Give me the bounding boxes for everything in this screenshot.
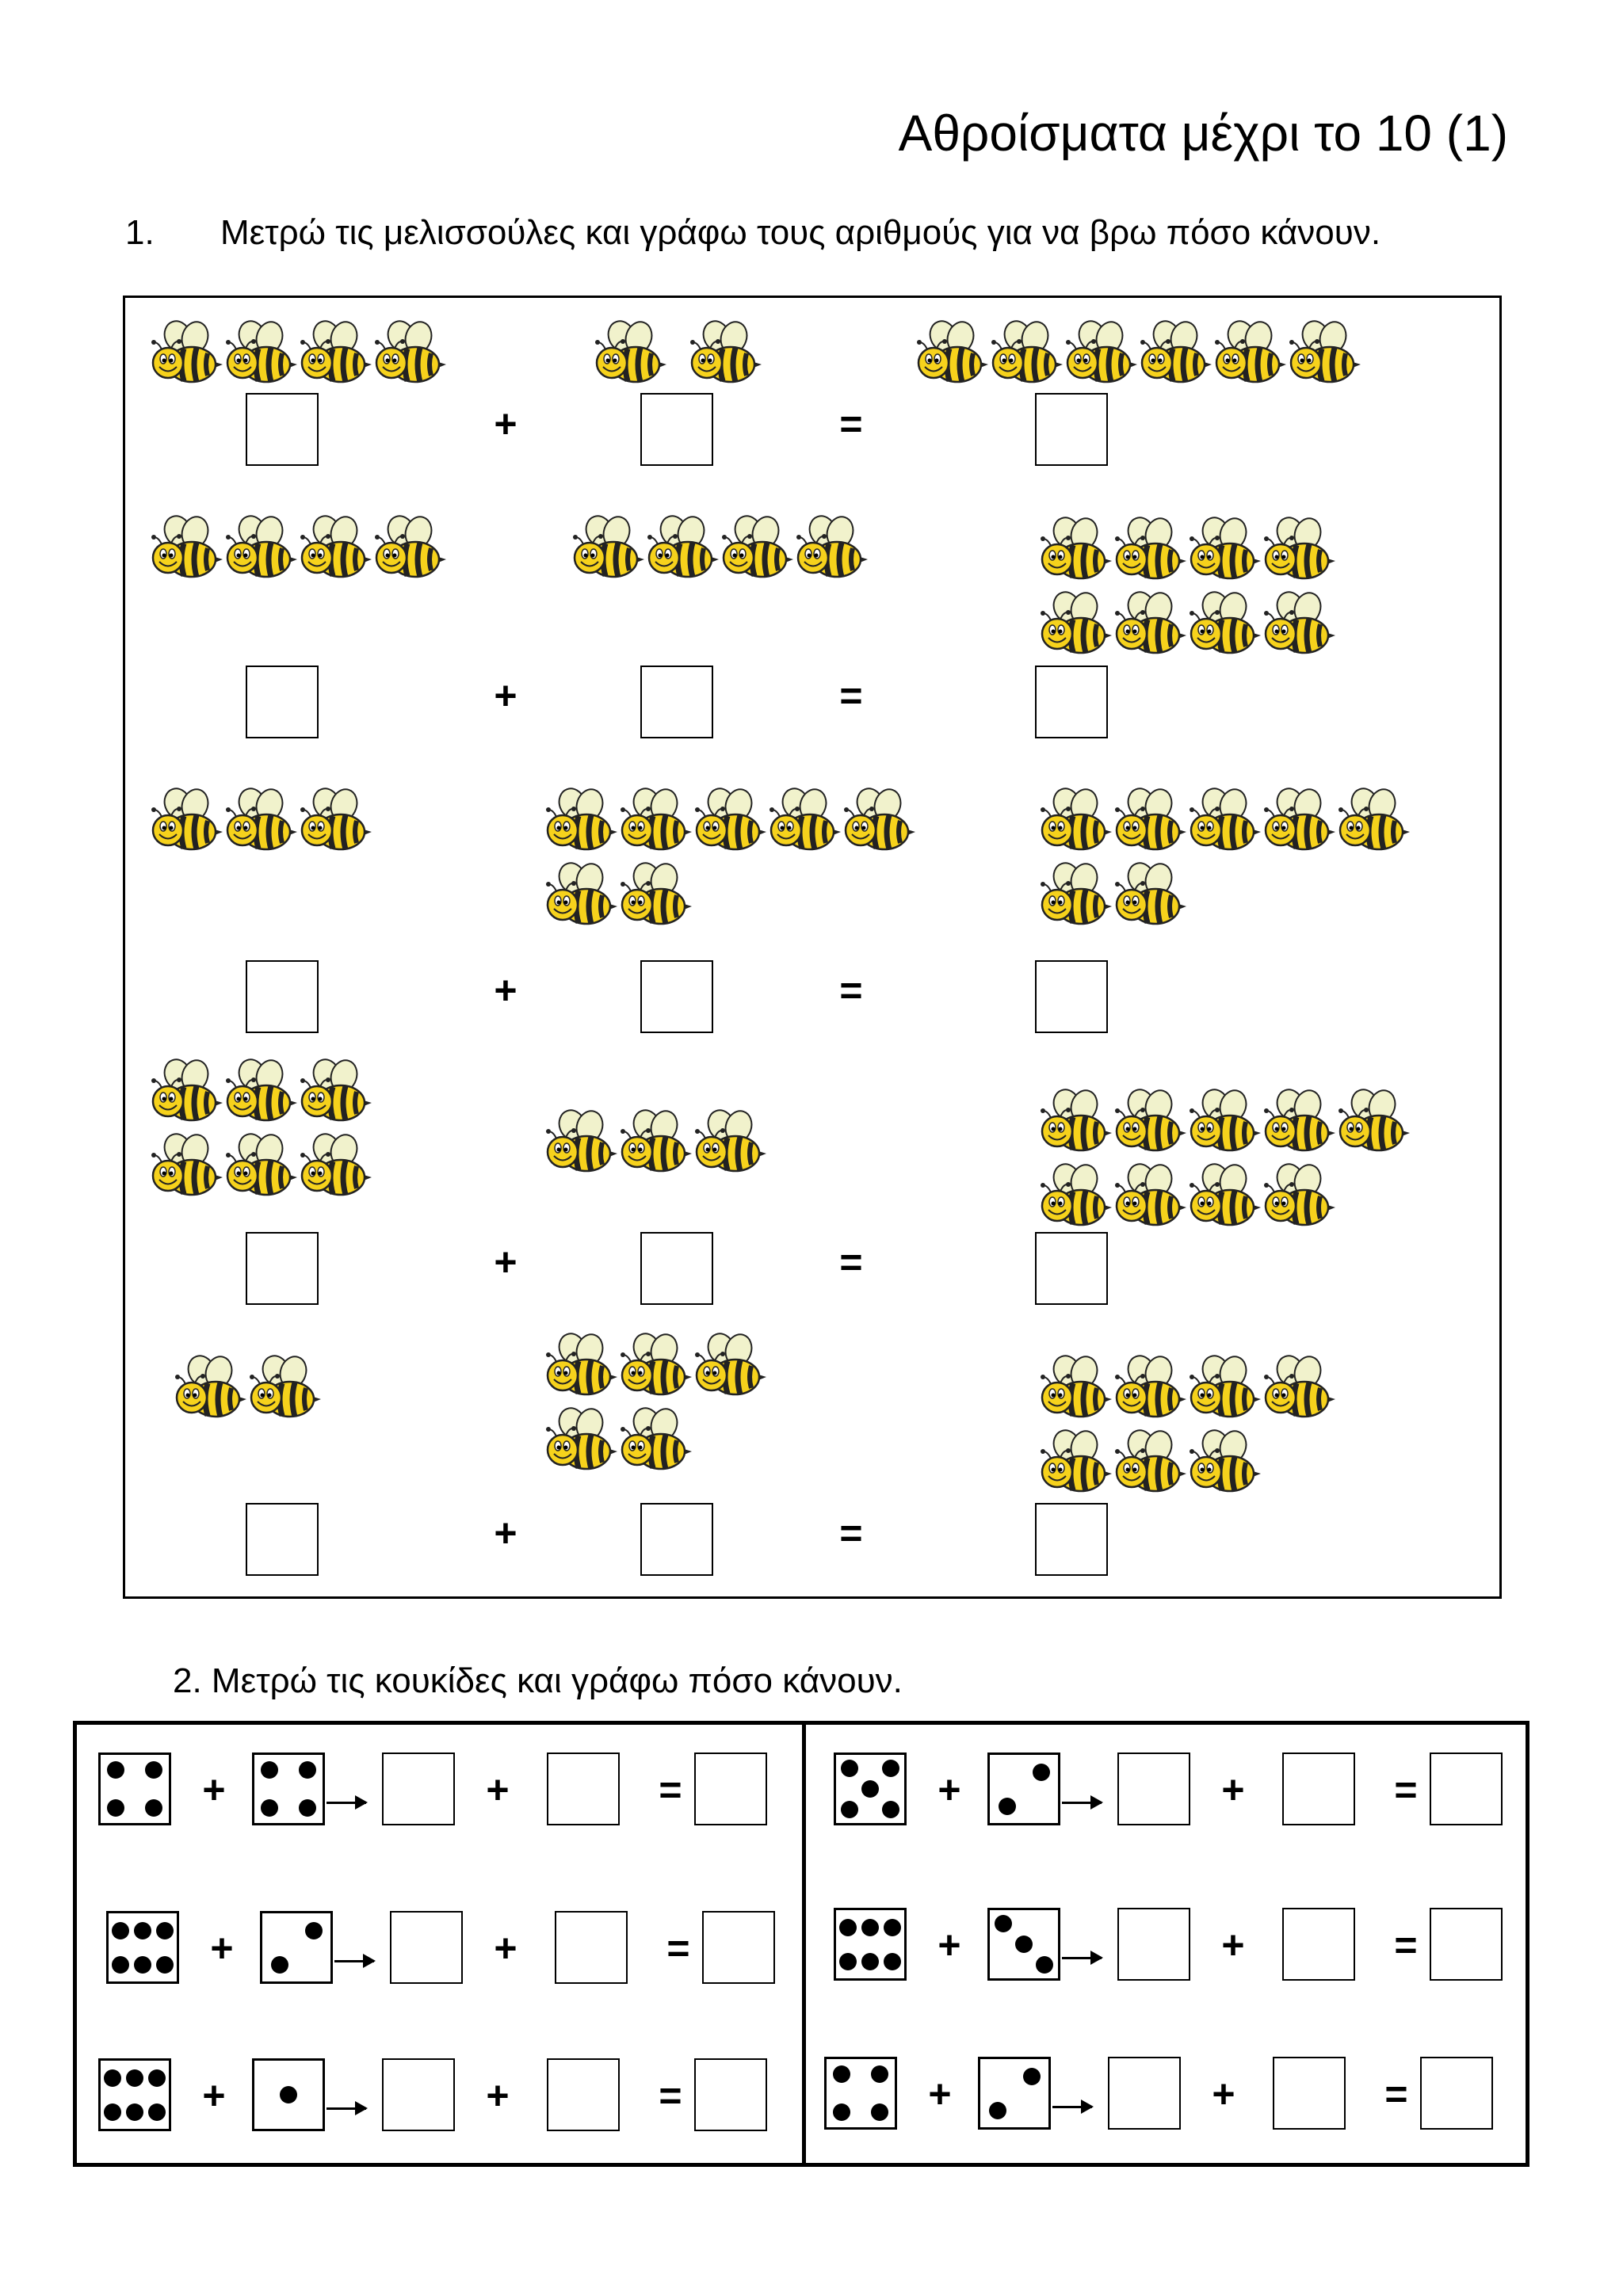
row-2-group-3-bee-8 bbox=[1260, 589, 1336, 661]
row-3-group-2-bee-5 bbox=[840, 786, 916, 857]
dice-item-4-answer-box-1[interactable] bbox=[1117, 1908, 1190, 1981]
row-1-plus-sign: + bbox=[494, 402, 517, 446]
dice-item-5-plus-1: + bbox=[202, 2073, 226, 2118]
bee-icon bbox=[1037, 1087, 1113, 1158]
row-2-group-1-bee-1 bbox=[147, 513, 223, 585]
dice-item-4-plus-2: + bbox=[1221, 1923, 1245, 1967]
row-2-group-2-bee-4 bbox=[792, 513, 869, 585]
row-2-group-3-bee-6 bbox=[1111, 589, 1187, 661]
row-3-group-3-bee-1 bbox=[1037, 786, 1113, 857]
row-4-group-1-bee-4 bbox=[147, 1131, 223, 1203]
row-1-group-1-bee-1 bbox=[147, 318, 223, 390]
row-4-group-2-bee-1 bbox=[542, 1108, 618, 1179]
row-5-group-2-bee-2 bbox=[617, 1331, 693, 1402]
pip-dot bbox=[861, 1953, 879, 1970]
bee-icon bbox=[1111, 786, 1187, 857]
row-1-group-3-bee-3 bbox=[1062, 318, 1138, 390]
dice-item-1-answer-box-sum[interactable] bbox=[694, 1753, 767, 1825]
dice-item-3-answer-box-sum[interactable] bbox=[702, 1911, 775, 1984]
bee-icon bbox=[1111, 1087, 1187, 1158]
bee-icon bbox=[1260, 1087, 1336, 1158]
dice-item-5-answer-box-2[interactable] bbox=[547, 2058, 620, 2131]
dice-item-1-equals: = bbox=[659, 1768, 682, 1812]
bee-icon bbox=[840, 786, 916, 857]
pip-dot bbox=[156, 1922, 174, 1939]
exercise-1-text: Μετρώ τις μελισσούλες και γράφω τους αριθμούς για να βρω πόσο κάνουν. bbox=[220, 213, 1381, 252]
bee-icon bbox=[643, 513, 720, 585]
dice-item-1-die-2 bbox=[252, 1753, 325, 1825]
row-2-answer-box-1[interactable] bbox=[246, 666, 319, 738]
row-3-group-3-bee-2 bbox=[1111, 786, 1187, 857]
row-3-group-1-bee-3 bbox=[296, 786, 372, 857]
row-4-answer-box-2[interactable] bbox=[640, 1232, 713, 1305]
row-3-equals-sign: = bbox=[839, 968, 863, 1013]
row-3-answer-box-3[interactable] bbox=[1035, 960, 1108, 1033]
bee-icon bbox=[1037, 1428, 1113, 1499]
pip-dot bbox=[999, 1798, 1016, 1815]
dice-item-3-plus-2: + bbox=[494, 1926, 517, 1970]
bee-icon bbox=[296, 786, 372, 857]
bee-icon bbox=[1136, 318, 1212, 390]
bee-icon bbox=[1260, 515, 1336, 586]
row-5-equals-sign: = bbox=[839, 1511, 863, 1555]
row-4-group-3-bee-6 bbox=[1037, 1161, 1113, 1233]
bee-icon bbox=[147, 786, 223, 857]
bee-icon bbox=[792, 513, 869, 585]
dice-item-1-plus-1: + bbox=[202, 1768, 226, 1812]
dice-item-2-arrow-icon bbox=[1062, 1802, 1102, 1804]
row-2-group-3-bee-2 bbox=[1111, 515, 1187, 586]
pip-dot bbox=[995, 1915, 1012, 1932]
dice-item-5-die-2 bbox=[252, 2058, 325, 2131]
row-3-group-2-bee-4 bbox=[766, 786, 842, 857]
bee-icon bbox=[542, 860, 618, 932]
dice-item-6-die-1 bbox=[824, 2057, 897, 2130]
row-2-group-3-bee-7 bbox=[1186, 589, 1262, 661]
row-5-answer-box-1[interactable] bbox=[246, 1503, 319, 1576]
pip-dot bbox=[882, 1801, 899, 1818]
dice-item-1-arrow-icon bbox=[327, 1802, 366, 1804]
row-3-group-3-bee-7 bbox=[1111, 860, 1187, 932]
bee-icon bbox=[987, 318, 1064, 390]
bee-icon bbox=[691, 1108, 767, 1179]
bee-icon bbox=[246, 1353, 322, 1425]
bee-icon bbox=[222, 318, 298, 390]
bee-icon bbox=[569, 513, 645, 585]
pip-dot bbox=[107, 1799, 124, 1817]
row-1-group-3-bee-6 bbox=[1285, 318, 1361, 390]
pip-dot bbox=[261, 1761, 278, 1779]
pip-dot bbox=[261, 1799, 278, 1817]
pip-dot bbox=[134, 1956, 151, 1974]
bee-icon bbox=[1186, 786, 1262, 857]
pip-dot bbox=[280, 2086, 297, 2103]
pip-dot bbox=[299, 1799, 316, 1817]
pip-dot bbox=[839, 1953, 857, 1970]
row-3-group-1-bee-1 bbox=[147, 786, 223, 857]
dice-item-1-die-1 bbox=[98, 1753, 171, 1825]
bee-icon bbox=[171, 1353, 247, 1425]
pip-dot bbox=[148, 2103, 166, 2121]
row-5-answer-box-2[interactable] bbox=[640, 1503, 713, 1576]
dice-item-2-die-2 bbox=[987, 1753, 1060, 1825]
dice-item-5-arrow-icon bbox=[327, 2107, 366, 2110]
row-3-group-2-bee-2 bbox=[617, 786, 693, 857]
dice-item-5-answer-box-sum[interactable] bbox=[694, 2058, 767, 2131]
bee-icon bbox=[1186, 1161, 1262, 1233]
row-1-answer-box-3[interactable] bbox=[1035, 393, 1108, 466]
bee-icon bbox=[542, 1405, 618, 1477]
row-2-group-3-bee-5 bbox=[1037, 589, 1113, 661]
bee-icon bbox=[617, 1108, 693, 1179]
row-2-group-3-bee-1 bbox=[1037, 515, 1113, 586]
row-3-group-1-bee-2 bbox=[222, 786, 298, 857]
dice-item-3-arrow-icon bbox=[334, 1960, 374, 1962]
dice-item-2-die-1 bbox=[834, 1753, 907, 1825]
row-4-group-3-bee-9 bbox=[1260, 1161, 1336, 1233]
bee-icon bbox=[1062, 318, 1138, 390]
row-4-group-3-bee-5 bbox=[1335, 1087, 1411, 1158]
row-2-equals-sign: = bbox=[839, 673, 863, 718]
bee-icon bbox=[1037, 1161, 1113, 1233]
row-5-group-2-bee-4 bbox=[542, 1405, 618, 1477]
row-5-group-3-bee-4 bbox=[1260, 1353, 1336, 1425]
dice-item-6-answer-box-2[interactable] bbox=[1273, 2057, 1346, 2130]
bee-icon bbox=[691, 1331, 767, 1402]
row-4-group-3-bee-4 bbox=[1260, 1087, 1336, 1158]
row-4-group-3-bee-7 bbox=[1111, 1161, 1187, 1233]
bee-icon bbox=[1260, 589, 1336, 661]
bee-icon bbox=[1111, 515, 1187, 586]
bee-icon bbox=[1111, 1353, 1187, 1425]
pip-dot bbox=[1015, 1936, 1033, 1953]
pip-dot bbox=[299, 1761, 316, 1779]
bee-icon bbox=[1186, 1087, 1262, 1158]
bee-icon bbox=[222, 786, 298, 857]
pip-dot bbox=[839, 1919, 857, 1936]
dice-item-6-equals: = bbox=[1384, 2072, 1408, 2116]
pip-dot bbox=[156, 1956, 174, 1974]
pip-dot bbox=[107, 1761, 124, 1779]
row-2-group-1-bee-3 bbox=[296, 513, 372, 585]
dice-item-6-plus-1: + bbox=[928, 2072, 952, 2116]
row-2-group-3-bee-4 bbox=[1260, 515, 1336, 586]
row-1-addend-2-bee-2 bbox=[686, 318, 762, 390]
pip-dot bbox=[1033, 1764, 1050, 1781]
pip-dot bbox=[861, 1919, 879, 1936]
exercise-1-number: 1. bbox=[125, 213, 155, 252]
bee-icon bbox=[1260, 1353, 1336, 1425]
row-4-group-1-bee-2 bbox=[222, 1057, 298, 1128]
row-1-group-3-bee-2 bbox=[987, 318, 1064, 390]
row-4-group-1-bee-1 bbox=[147, 1057, 223, 1128]
row-1-equals-sign: = bbox=[839, 402, 863, 446]
row-4-group-2-bee-3 bbox=[691, 1108, 767, 1179]
pip-dot bbox=[145, 1799, 162, 1817]
pip-dot bbox=[104, 2069, 121, 2087]
pip-dot bbox=[1036, 1956, 1053, 1974]
bee-icon bbox=[147, 318, 223, 390]
bee-icon bbox=[147, 1131, 223, 1203]
pip-dot bbox=[148, 2069, 166, 2087]
bee-icon bbox=[1211, 318, 1287, 390]
bee-icon bbox=[1111, 1161, 1187, 1233]
row-5-group-3-bee-1 bbox=[1037, 1353, 1113, 1425]
bee-icon bbox=[1037, 786, 1113, 857]
pip-dot bbox=[884, 1919, 901, 1936]
row-2-group-2-bee-2 bbox=[643, 513, 720, 585]
row-5-answer-box-3[interactable] bbox=[1035, 1503, 1108, 1576]
row-4-plus-sign: + bbox=[494, 1240, 517, 1284]
row-4-group-2-bee-2 bbox=[617, 1108, 693, 1179]
row-2-group-2-bee-3 bbox=[718, 513, 794, 585]
pip-dot bbox=[882, 1760, 899, 1777]
dice-item-5-die-1 bbox=[98, 2058, 171, 2131]
pip-dot bbox=[112, 1956, 129, 1974]
bee-icon bbox=[1186, 1353, 1262, 1425]
bee-icon bbox=[1335, 786, 1411, 857]
row-1-addend-2-bee-1 bbox=[591, 318, 667, 390]
row-1-answer-box-1[interactable] bbox=[246, 393, 319, 466]
dice-item-3-answer-box-2[interactable] bbox=[555, 1911, 628, 1984]
row-5-group-3-bee-2 bbox=[1111, 1353, 1187, 1425]
bee-icon bbox=[222, 1131, 298, 1203]
row-4-group-1-bee-3 bbox=[296, 1057, 372, 1128]
row-5-group-2-bee-5 bbox=[617, 1405, 693, 1477]
row-3-group-2-bee-3 bbox=[691, 786, 767, 857]
dice-item-6-die-2 bbox=[978, 2057, 1051, 2130]
bee-icon bbox=[296, 318, 372, 390]
dice-item-4-die-1 bbox=[834, 1908, 907, 1981]
pip-dot bbox=[989, 2102, 1006, 2119]
dice-item-4-answer-box-sum[interactable] bbox=[1430, 1908, 1503, 1981]
dice-item-2-plus-1: + bbox=[938, 1768, 961, 1812]
dice-item-2-equals: = bbox=[1394, 1768, 1418, 1812]
row-5-plus-sign: + bbox=[494, 1511, 517, 1555]
bee-icon bbox=[591, 318, 667, 390]
row-4-group-1-bee-5 bbox=[222, 1131, 298, 1203]
bee-icon bbox=[686, 318, 762, 390]
dice-item-4-equals: = bbox=[1394, 1923, 1418, 1967]
dice-item-1-answer-box-2[interactable] bbox=[547, 1753, 620, 1825]
bee-icon bbox=[147, 1057, 223, 1128]
bee-icon bbox=[913, 318, 989, 390]
bee-icon bbox=[617, 786, 693, 857]
pip-dot bbox=[1023, 2068, 1041, 2085]
row-1-group-3-bee-5 bbox=[1211, 318, 1287, 390]
dice-item-5-answer-box-1[interactable] bbox=[382, 2058, 455, 2131]
page-title: Αθροίσματα μέχρι το 10 (1) bbox=[898, 105, 1508, 162]
bee-icon bbox=[147, 513, 223, 585]
row-4-group-3-bee-8 bbox=[1186, 1161, 1262, 1233]
pip-dot bbox=[134, 1922, 151, 1939]
bee-icon bbox=[1037, 515, 1113, 586]
dice-item-3-plus-1: + bbox=[210, 1926, 234, 1970]
dice-item-5-plus-2: + bbox=[486, 2073, 510, 2118]
dice-item-6-answer-box-1[interactable] bbox=[1108, 2057, 1181, 2130]
row-5-group-3-bee-3 bbox=[1186, 1353, 1262, 1425]
dice-item-2-answer-box-2[interactable] bbox=[1282, 1753, 1355, 1825]
bee-icon bbox=[1186, 515, 1262, 586]
row-4-group-3-bee-2 bbox=[1111, 1087, 1187, 1158]
dice-item-5-equals: = bbox=[659, 2073, 682, 2118]
bee-icon bbox=[1186, 1428, 1262, 1499]
row-5-group-1-bee-2 bbox=[246, 1353, 322, 1425]
row-2-answer-box-2[interactable] bbox=[640, 666, 713, 738]
bee-icon bbox=[1037, 1353, 1113, 1425]
row-3-answer-box-2[interactable] bbox=[640, 960, 713, 1033]
dice-item-4-plus-1: + bbox=[938, 1923, 961, 1967]
bee-icon bbox=[1285, 318, 1361, 390]
dice-item-6-arrow-icon bbox=[1052, 2106, 1092, 2108]
row-4-group-1-bee-6 bbox=[296, 1131, 372, 1203]
dice-item-3-answer-box-1[interactable] bbox=[390, 1911, 463, 1984]
dice-item-2-plus-2: + bbox=[1221, 1768, 1245, 1812]
dice-item-2-answer-box-sum[interactable] bbox=[1430, 1753, 1503, 1825]
row-1-answer-box-2[interactable] bbox=[640, 393, 713, 466]
bee-icon bbox=[371, 318, 447, 390]
pip-dot bbox=[271, 1956, 288, 1974]
row-4-answer-box-3[interactable] bbox=[1035, 1232, 1108, 1305]
dice-item-4-die-2 bbox=[987, 1908, 1060, 1981]
row-4-equals-sign: = bbox=[839, 1240, 863, 1284]
pip-dot bbox=[305, 1922, 323, 1939]
bee-icon bbox=[542, 786, 618, 857]
row-1-group-1-bee-4 bbox=[371, 318, 447, 390]
pip-dot bbox=[112, 1922, 129, 1939]
pip-dot bbox=[861, 1780, 879, 1798]
row-3-group-3-bee-4 bbox=[1260, 786, 1336, 857]
exercise-2-divider bbox=[802, 1721, 806, 2167]
dice-item-1-plus-2: + bbox=[486, 1768, 510, 1812]
bee-icon bbox=[1260, 1161, 1336, 1233]
pip-dot bbox=[126, 2103, 143, 2121]
dice-item-3-die-2 bbox=[260, 1911, 333, 1984]
bee-icon bbox=[1111, 1428, 1187, 1499]
exercise-2-instruction: 2. Μετρώ τις κουκίδες και γράφω πόσο κάνουν. bbox=[173, 1661, 903, 1700]
pip-dot bbox=[871, 2065, 888, 2083]
row-3-group-3-bee-3 bbox=[1186, 786, 1262, 857]
pip-dot bbox=[871, 2103, 888, 2121]
dice-item-6-answer-box-sum[interactable] bbox=[1420, 2057, 1493, 2130]
bee-icon bbox=[222, 513, 298, 585]
bee-icon bbox=[617, 1405, 693, 1477]
bee-icon bbox=[1260, 786, 1336, 857]
row-3-plus-sign: + bbox=[494, 968, 517, 1013]
pip-dot bbox=[126, 2069, 143, 2087]
row-2-group-1-bee-2 bbox=[222, 513, 298, 585]
pip-dot bbox=[884, 1953, 901, 1970]
pip-dot bbox=[104, 2103, 121, 2121]
row-1-group-3-bee-4 bbox=[1136, 318, 1212, 390]
bee-icon bbox=[1037, 860, 1113, 932]
row-5-group-1-bee-1 bbox=[171, 1353, 247, 1425]
bee-icon bbox=[1335, 1087, 1411, 1158]
pip-dot bbox=[841, 1760, 858, 1777]
row-2-group-1-bee-4 bbox=[371, 513, 447, 585]
row-5-group-3-bee-7 bbox=[1186, 1428, 1262, 1499]
bee-icon bbox=[296, 513, 372, 585]
bee-icon bbox=[718, 513, 794, 585]
bee-icon bbox=[296, 1057, 372, 1128]
pip-dot bbox=[841, 1801, 858, 1818]
bee-icon bbox=[617, 860, 693, 932]
bee-icon bbox=[222, 1057, 298, 1128]
row-4-answer-box-1[interactable] bbox=[246, 1232, 319, 1305]
dice-item-2-answer-box-1[interactable] bbox=[1117, 1753, 1190, 1825]
bee-icon bbox=[1186, 589, 1262, 661]
dice-item-4-answer-box-2[interactable] bbox=[1282, 1908, 1355, 1981]
row-5-group-2-bee-1 bbox=[542, 1331, 618, 1402]
bee-icon bbox=[617, 1331, 693, 1402]
dice-item-6-plus-2: + bbox=[1212, 2072, 1235, 2116]
bee-icon bbox=[1037, 589, 1113, 661]
bee-icon bbox=[691, 786, 767, 857]
row-3-group-2-bee-6 bbox=[542, 860, 618, 932]
row-2-group-3-bee-3 bbox=[1186, 515, 1262, 586]
row-3-group-2-bee-1 bbox=[542, 786, 618, 857]
row-1-group-1-bee-2 bbox=[222, 318, 298, 390]
row-4-group-3-bee-1 bbox=[1037, 1087, 1113, 1158]
row-5-group-2-bee-3 bbox=[691, 1331, 767, 1402]
bee-icon bbox=[1111, 589, 1187, 661]
row-2-plus-sign: + bbox=[494, 673, 517, 718]
pip-dot bbox=[833, 2103, 850, 2121]
dice-item-4-arrow-icon bbox=[1062, 1957, 1102, 1959]
bee-icon bbox=[371, 513, 447, 585]
bee-icon bbox=[296, 1131, 372, 1203]
row-5-group-3-bee-6 bbox=[1111, 1428, 1187, 1499]
row-2-group-2-bee-1 bbox=[569, 513, 645, 585]
row-2-answer-box-3[interactable] bbox=[1035, 666, 1108, 738]
bee-icon bbox=[1111, 860, 1187, 932]
row-3-group-3-bee-5 bbox=[1335, 786, 1411, 857]
row-3-group-3-bee-6 bbox=[1037, 860, 1113, 932]
bee-icon bbox=[542, 1331, 618, 1402]
pip-dot bbox=[833, 2065, 850, 2083]
row-3-group-2-bee-7 bbox=[617, 860, 693, 932]
row-1-group-1-bee-3 bbox=[296, 318, 372, 390]
pip-dot bbox=[145, 1761, 162, 1779]
row-4-group-3-bee-3 bbox=[1186, 1087, 1262, 1158]
bee-icon bbox=[766, 786, 842, 857]
row-1-group-3-bee-1 bbox=[913, 318, 989, 390]
exercise-1-instruction bbox=[125, 209, 1381, 257]
dice-item-3-die-1 bbox=[106, 1911, 179, 1984]
dice-item-3-equals: = bbox=[666, 1926, 690, 1970]
bee-icon bbox=[542, 1108, 618, 1179]
row-5-group-3-bee-5 bbox=[1037, 1428, 1113, 1499]
row-3-answer-box-1[interactable] bbox=[246, 960, 319, 1033]
dice-item-1-answer-box-1[interactable] bbox=[382, 1753, 455, 1825]
